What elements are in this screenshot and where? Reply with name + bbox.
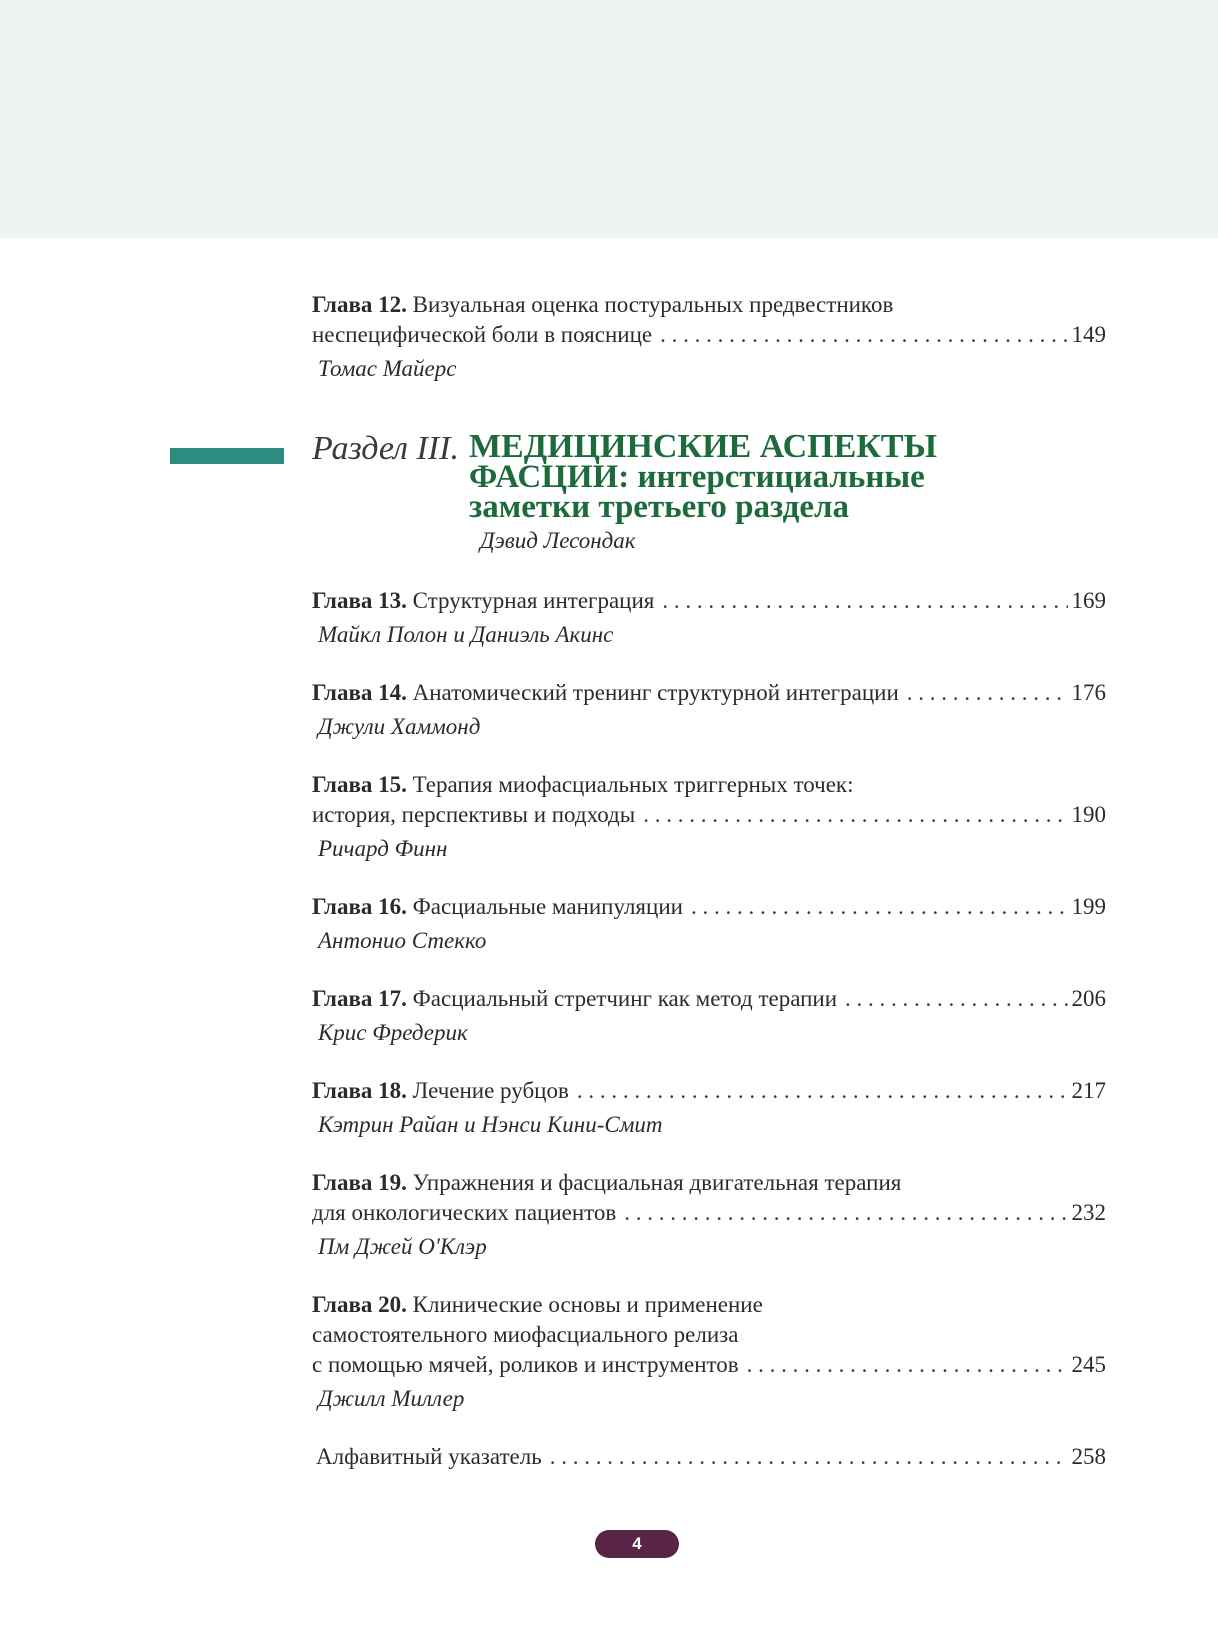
page-number: 258 [1071,1444,1106,1469]
table-of-contents [312,290,1106,1472]
chapter-author: Пм Джей О'Клэр [318,1234,487,1259]
section-author: Дэвид Лесондак [480,528,636,553]
chapter-author: Крис Фредерик [318,1020,468,1045]
toc-entry-chapter-15[interactable] [312,770,1106,864]
toc-entry-chapter-13[interactable] [312,586,1106,650]
toc-entry-chapter-19[interactable] [312,1168,1106,1262]
leader-dots [643,800,1067,830]
toc-entry-chapter-16[interactable] [312,892,1106,956]
chapter-number: Глава 20. [312,1292,407,1317]
page-number-badge: 4 [595,1530,679,1558]
page-number: 217 [1071,1078,1106,1103]
chapter-title-line: с помощью мячей, роликов и инструментов [312,1352,739,1377]
chapter-author: Джули Хаммонд [318,714,481,739]
section-title: МЕДИЦИНСКИЕ АСПЕКТЫ ФАСЦИИ: интерстициальные заметки третьего раздела [468,428,937,525]
toc-entry-index[interactable] [316,1442,1106,1472]
page-number: 199 [1071,894,1106,919]
chapter-number: Глава 13. [312,588,407,613]
page-number: 206 [1071,986,1106,1011]
chapter-author: Антонио Стекко [318,928,487,953]
chapter-number: Глава 18. [312,1078,407,1103]
chapter-author: Томас Майерс [318,356,457,381]
chapter-number: Глава 15. [312,772,407,797]
chapter-author: Джилл Миллер [318,1386,465,1411]
chapter-title-line: для онкологических пациентов [312,1200,617,1225]
chapter-number: Глава 12. [312,292,407,317]
page-number: 232 [1071,1200,1106,1225]
toc-entry-chapter-12[interactable] [312,290,1106,384]
chapter-title-line: Лечение рубцов [412,1078,569,1103]
chapter-title-line: Клинические основы и применение [412,1292,763,1317]
leader-dots [660,320,1067,350]
chapter-number: Глава 16. [312,894,407,919]
leader-dots [907,678,1068,708]
leader-dots [691,892,1068,922]
section-label: Раздел III. [312,430,459,467]
chapter-number: Глава 17. [312,986,407,1011]
chapter-title-line: история, перспективы и подходы [312,802,636,827]
chapter-author: Майкл Полон и Даниэль Акинс [318,622,614,647]
toc-entry-chapter-14[interactable] [312,678,1106,742]
leader-dots [577,1076,1068,1106]
index-label: Алфавитный указатель [316,1444,542,1469]
chapter-title-line: Визуальная оценка постуральных предвестников [412,292,894,317]
toc-entry-chapter-20[interactable] [312,1290,1106,1414]
chapter-title-line: Фасциальные манипуляции [412,894,683,919]
toc-entry-chapter-17[interactable] [312,984,1106,1048]
page-number: 169 [1071,588,1106,613]
page-number: 176 [1071,680,1106,705]
chapter-author: Кэтрин Райан и Нэнси Кини-Смит [318,1112,663,1137]
leader-dots [662,586,1067,616]
leader-dots [845,984,1067,1014]
leader-dots [550,1442,1068,1472]
page-number: 245 [1071,1352,1106,1377]
chapter-title-line: Терапия миофасциальных триггерных точек: [412,772,854,797]
chapter-title-line: Анатомический тренинг структурной интеграции [412,680,899,705]
toc-entry-chapter-18[interactable] [312,1076,1106,1140]
chapter-title-line: Упражнения и фасциальная двигательная терапия [412,1170,902,1195]
chapter-title-line: неспецифической боли в пояснице [312,322,653,347]
chapter-number: Глава 14. [312,680,407,705]
section-accent-bar [170,448,284,464]
chapter-title-line: Фасциальный стретчинг как метод терапии [412,986,838,1011]
leader-dots [747,1350,1068,1380]
page-number: 149 [1071,322,1106,347]
page-number: 190 [1071,802,1106,827]
chapter-author: Ричард Финн [318,836,448,861]
header-band [0,0,1218,238]
section-heading [312,428,1106,556]
leader-dots [624,1198,1067,1228]
chapter-title-line: самостоятельного миофасциального релиза [312,1322,739,1347]
chapter-title-line: Структурная интеграция [412,588,655,613]
chapter-number: Глава 19. [312,1170,407,1195]
